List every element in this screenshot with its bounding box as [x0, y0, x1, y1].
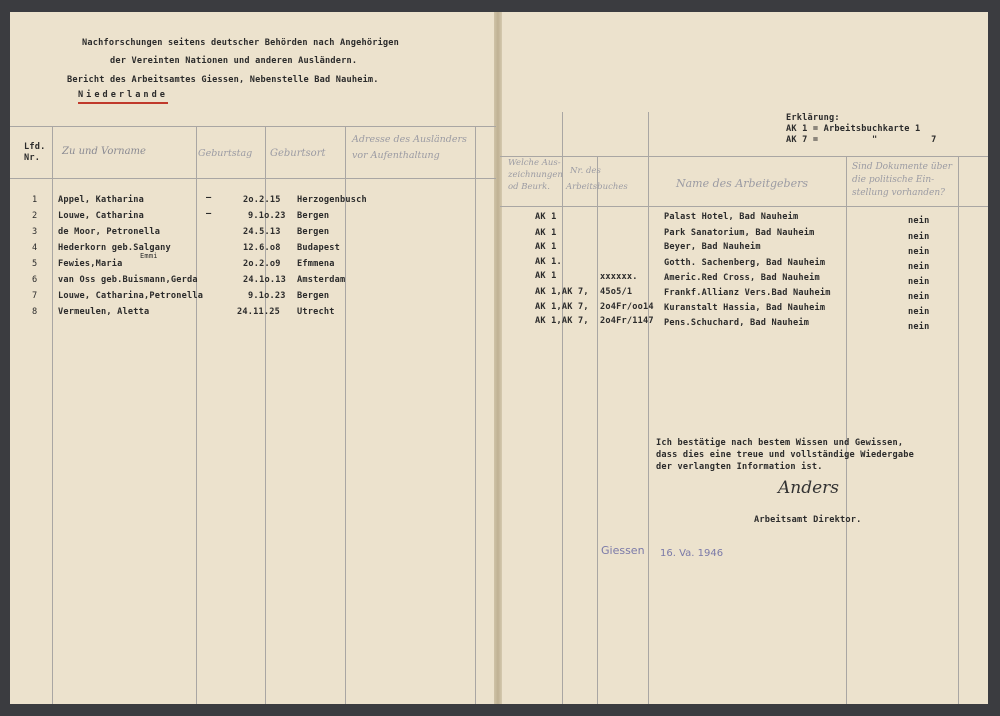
birth-place: Bergen [297, 211, 330, 221]
col-which-3: od Beurk. [508, 182, 550, 192]
col-birthplace: Geburtsort [270, 148, 326, 159]
left-page [10, 12, 496, 704]
rule [10, 178, 496, 179]
record-employer: Gotth. Sachenberg, Bad Nauheim [664, 258, 826, 268]
record-employer: Pens.Schuchard, Bad Nauheim [664, 318, 810, 328]
certification-line-2: dass dies eine treue und vollständige Wiedergabe [656, 450, 914, 460]
col-address-1: Adresse des Ausländers [352, 134, 467, 145]
col-which-1: Welche Aus- [508, 158, 561, 168]
column-divider [562, 112, 563, 704]
record-docs: nein [908, 277, 930, 287]
person-name: Hederkorn geb.Salgany [58, 243, 171, 253]
birth-place: Amsterdam [297, 275, 346, 285]
col-which-2: zeichnungen [508, 170, 563, 180]
certification-line-1: Ich bestätige nach bestem Wissen und Gewissen, [656, 438, 904, 448]
col-docs-1: Sind Dokumente über [852, 162, 952, 172]
person-name: Louwe, Catharina [58, 211, 144, 221]
header-line-3: Bericht des Arbeitsamtes Giessen, Nebenstelle Bad Nauheim. [67, 75, 379, 85]
row-number: 1 [32, 195, 38, 205]
col-lfd: Lfd. [24, 142, 46, 152]
row-number: 4 [32, 243, 38, 253]
col-name: Zu und Vorname [62, 146, 146, 157]
row-number: 2 [32, 211, 38, 221]
birth-date: 24.11.25 [237, 307, 280, 317]
col-nr: Nr. [24, 153, 41, 163]
record-docs: nein [908, 232, 930, 242]
rule [500, 206, 988, 207]
birth-date: 24.1o.13 [243, 275, 286, 285]
record-docs: nein [908, 247, 930, 257]
birth-date: 24.5.13 [243, 227, 281, 237]
record-employer: Americ.Red Cross, Bad Nauheim [664, 273, 820, 283]
record-docs: nein [908, 216, 930, 226]
column-divider [196, 126, 197, 704]
record-ak: AK 1 [535, 228, 557, 238]
dash-mark: — [206, 209, 212, 219]
person-name: Fewies,Maria [58, 259, 123, 269]
birth-date: 9.1o.23 [248, 211, 286, 221]
record-docs: nein [908, 322, 930, 332]
right-page [500, 12, 988, 704]
birth-date: 2o.2.15 [243, 195, 281, 205]
stamp-date: 16. Va. 1946 [660, 548, 724, 559]
record-ak: AK 1 [535, 212, 557, 222]
dash-mark: — [206, 193, 212, 203]
column-divider [597, 156, 598, 704]
record-ak: AK 1. [535, 257, 562, 267]
birth-place: Bergen [297, 227, 330, 237]
signatory-title: Arbeitsamt Direktor. [754, 515, 862, 525]
birth-place: Bergen [297, 291, 330, 301]
row-number: 7 [32, 291, 38, 301]
col-book-2: Arbeitsbuches [566, 182, 628, 192]
record-book: 45o5/1 [600, 287, 633, 297]
birth-date: 12.6.o8 [243, 243, 281, 253]
birth-place: Budapest [297, 243, 340, 253]
birth-date: 9.1o.23 [248, 291, 286, 301]
person-name: van Oss geb.Buismann,Gerda [58, 275, 198, 285]
column-divider [846, 156, 847, 704]
certification-line-3: der verlangten Information ist. [656, 462, 823, 472]
row-number: 6 [32, 275, 38, 285]
page-fold [494, 12, 502, 704]
person-name: Appel, Katharina [58, 195, 144, 205]
record-employer: Frankf.Allianz Vers.Bad Nauheim [664, 288, 831, 298]
record-ak: AK 1,AK 7, [535, 287, 589, 297]
birth-date: 2o.2.o9 [243, 259, 281, 269]
birth-place: Utrecht [297, 307, 335, 317]
legend-title: Erklärung: [786, 113, 840, 123]
record-ak: AK 1 [535, 271, 557, 281]
birth-place: Efmmena [297, 259, 335, 269]
row-number: 3 [32, 227, 38, 237]
record-docs: nein [908, 292, 930, 302]
col-docs-3: stellung vorhanden? [852, 188, 946, 198]
record-ak: AK 1 [535, 242, 557, 252]
person-name: de Moor, Petronella [58, 227, 161, 237]
col-docs-2: die politische Ein- [852, 175, 935, 185]
country-heading: Niederlande [78, 90, 168, 104]
rule [500, 156, 988, 157]
rule [10, 126, 496, 127]
record-ak: AK 1,AK 7, [535, 316, 589, 326]
row-number: 5 [32, 259, 38, 269]
stamp-city: Giessen [601, 544, 645, 557]
signature: Anders [778, 478, 840, 498]
header-line-1: Nachforschungen seitens deutscher Behörden nach Angehörigen [82, 38, 400, 48]
person-name: Louwe, Catharina,Petronella [58, 291, 204, 301]
col-employer: Name des Arbeitgebers [676, 177, 809, 190]
name-correction: Emmi [140, 252, 158, 260]
col-book-1: Nr. des [570, 166, 601, 176]
record-docs: nein [908, 307, 930, 317]
record-book: 2o4Fr/1147 [600, 316, 654, 326]
col-birthday: Geburtstag [198, 148, 253, 159]
column-divider [475, 126, 476, 704]
record-employer: Park Sanatorium, Bad Nauheim [664, 228, 815, 238]
header-line-2: der Vereinten Nationen und anderen Ausländern. [110, 56, 358, 66]
legend-line-1: AK 1 = Arbeitsbuchkarte 1 [786, 124, 921, 134]
column-divider [958, 156, 959, 704]
column-divider [52, 126, 53, 704]
legend-line-2: AK 7 = " 7 [786, 135, 937, 145]
col-address-2: vor Aufenthaltung [352, 150, 440, 161]
birth-place: Herzogenbusch [297, 195, 367, 205]
column-divider [345, 126, 346, 704]
record-employer: Kuranstalt Hassia, Bad Nauheim [664, 303, 826, 313]
record-docs: nein [908, 262, 930, 272]
record-employer: Beyer, Bad Nauheim [664, 242, 761, 252]
person-name: Vermeulen, Aletta [58, 307, 150, 317]
record-book: 2o4Fr/oo14 [600, 302, 654, 312]
column-divider [648, 112, 649, 704]
record-book: xxxxxx. [600, 272, 638, 282]
record-employer: Palast Hotel, Bad Nauheim [664, 212, 799, 222]
row-number: 8 [32, 307, 38, 317]
record-ak: AK 1,AK 7, [535, 302, 589, 312]
